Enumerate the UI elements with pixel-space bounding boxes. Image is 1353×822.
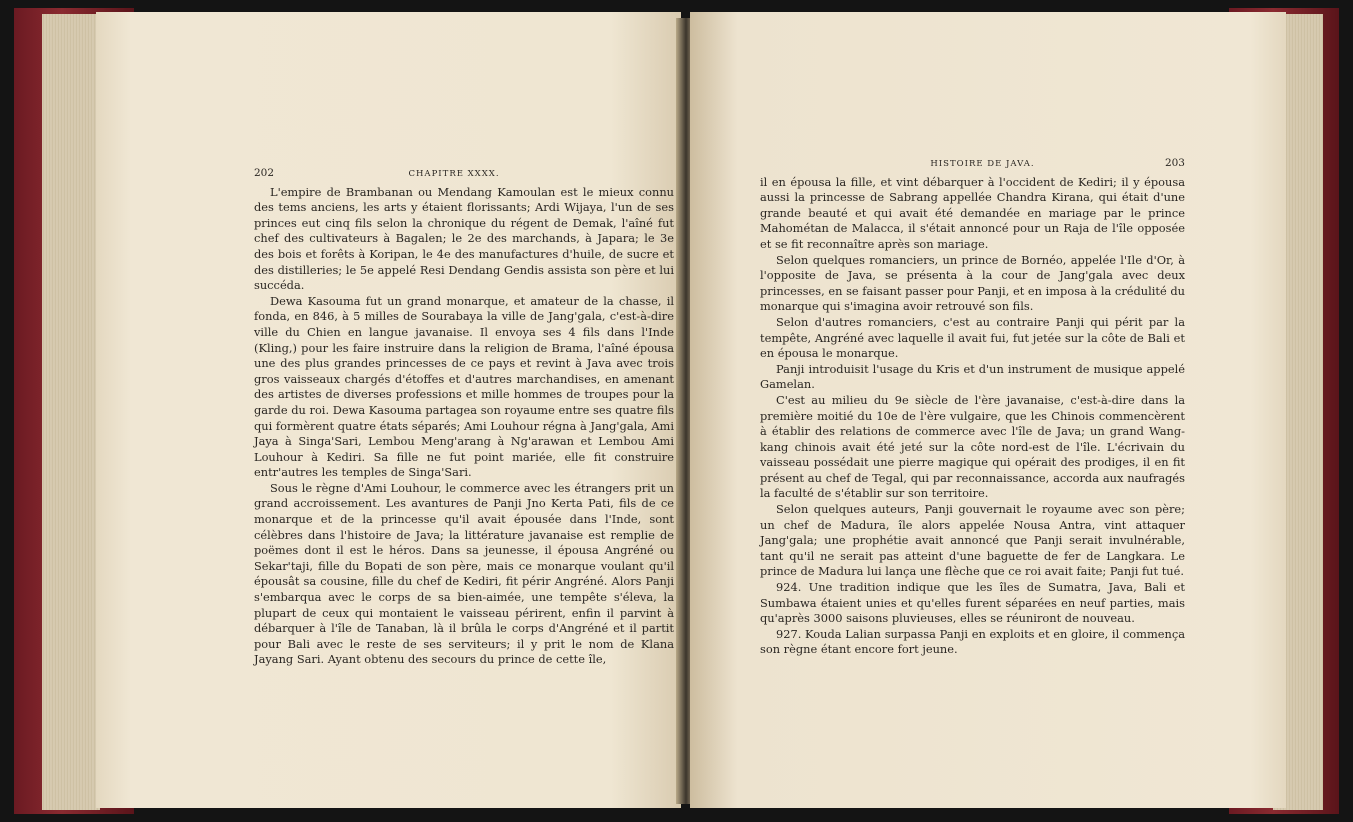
right-paragraph: C'est au milieu du 9e siècle de l'ère javanaise, c'est-à-dire dans la première moitié du 10e de l'ère vulgaire, que les Chinois commencèrent à établir des relations de commerce avec l'île de Java; un grand Wang-kang chinois avait été jeté sur la côte nord-est de l'île. L'écrivain du vaisseau possédait une pierre magique qui opérait des prodiges, il en fit présent au chef de Tegal, qui par reconnaissance, accorda aux naufragés la faculté de s'établir sur son territoire. (760, 392, 1185, 501)
right-paragraph: Panji introduisit l'usage du Kris et d'un instrument de musique appelé Gamelan. (760, 361, 1185, 392)
right-paragraph: Selon quelques auteurs, Panji gouvernait le royaume avec son père; un chef de Madura, île alors appelée Nousa Antra, vint attaquer Jang'gala; une prophétie avait annoncé que Panji serait invulnérable, tant qu'il ne serait pas atteint d'une baguette de fer de Langkara. Le prince de Madura lui lança une flèche que ce roi avait faite; Panji fut tué. (760, 502, 1185, 579)
right-page-number: 203 (1164, 157, 1185, 169)
page-edges-left (42, 14, 100, 810)
left-paragraph: L'empire de Brambanan ou Mendang Kamoulan est le mieux connu des tems anciens, les arts y étaient florissants; Ardi Wijaya, l'un de ses princes eut cinq fils selon la chronique du régent de Demak, l'aîné fut chef des cultivateurs à Bagalen; le 2e des marchands, à Japara; le 3e des bois et forêts à Koripan, le 4e des manufactures d'huile, de sucre et des distilleries; le 5e appelé Resi Dendang Gendis assista son père et lui succéda. (254, 184, 674, 293)
left-page-number: 202 (254, 167, 275, 179)
right-paragraph: il en épousa la fille, et vint débarquer à l'occident de Kediri; il y épousa aussi la princesse de Sabrang appellée Chandra Kirana, qui était d'une grande beauté et qui avait été demandée en mariage par le prince Mahométan de Malacca, il s'était annoncé pour un Raja de l'île opposée et se fit reconnaître après son mariage. (760, 174, 1185, 251)
right-text-block (760, 156, 1185, 658)
left-running-head (254, 166, 674, 183)
left-page (96, 12, 681, 808)
left-paragraph: Sous le règne d'Ami Louhour, le commerce avec les étrangers prit un grand accroissement. Les avantures de Panji Jno Kerta Pati, fils de ce monarque et de la princesse qu'il avait épousée dans l'Inde, sont célèbres dans l'histoire de Java; la littérature javanaise est remplie de poëmes dont il est le héros. Dans sa jeunesse, il épousa Angréné ou Sekar'taji, fille du Bopati de son père, mais ce monarque voulant qu'il épousât sa cousine, fille du chef de Kediri, fit périr Angréné. Alors Panji s'embarqua avec le corps de sa bien-aimée, une tempête s'éleva, la plupart de ceux qui montaient le vaisseau périrent, enfin il parvint à débarquer à l'île de Tanaban, là il brûla le corps d'Angréné et il partit pour Bali avec le reste de ses serviteurs; il y prit le nom de Klana Jayang Sari. Ayant obtenu des secours du prince de cette île, (254, 480, 674, 667)
left-running-title: CHAPITRE XXXX. (408, 169, 500, 179)
right-running-title: HISTOIRE DE JAVA. (930, 159, 1035, 169)
right-paragraph: 924. Une tradition indique que les îles de Sumatra, Java, Bali et Sumbawa étaient unies et qu'elles furent séparées en neuf parties, mais qu'après 3000 saisons pluvieuses, elles se réuniront de nouveau. (760, 580, 1185, 626)
right-paragraph: 927. Kouda Lalian surpassa Panji en exploits et en gloire, il commença son règne étant encore fort jeune. (760, 626, 1185, 657)
right-paragraph: Selon d'autres romanciers, c'est au contraire Panji qui périt par la tempête, Angréné avec laquelle il avait fui, fut jetée sur la côte de Bali et en épousa le monarque. (760, 314, 1185, 361)
right-page (690, 12, 1286, 808)
left-text-block (254, 166, 674, 668)
right-running-head (760, 156, 1185, 173)
right-paragraph: Selon quelques romanciers, un prince de Bornéo, appelée l'Ile d'Or, à l'opposite de Java, se présenta à la cour de Jang'gala avec deux princesses, en se faisant passer pour Panji, et en imposa à la crédulité du monarque qui s'imagina avoir retrouvé son fils. (760, 252, 1185, 314)
left-paragraph: Dewa Kasouma fut un grand monarque, et amateur de la chasse, il fonda, en 846, à 5 milles de Sourabaya la ville de Jang'gala, c'est-à-dire ville du Chien en langue javanaise. Il envoya ses 4 fils dans l'Inde (Kling,) pour les faire instruire dans la religion de Brama, l'aîné épousa une des plus grandes princesses de ce pays et revint à Java avec trois gros vaisseaux chargés d'étoffes et d'autres marchandises, en amenant des artistes de diverses professions et mille hommes de troupes pour la garde du roi. Dewa Kasouma partagea son royaume entre ses quatre fils qui formèrent quatre états séparés; Ami Louhour régna à Jang'gala, Ami Jaya à Singa'Sari, Lembou Meng'arang à Ng'arawan et Lembou Ami Louhour à Kediri. Sa fille ne fut point mariée, elle fit construire entr'autres les temples de Singa'Sari. (254, 293, 674, 480)
